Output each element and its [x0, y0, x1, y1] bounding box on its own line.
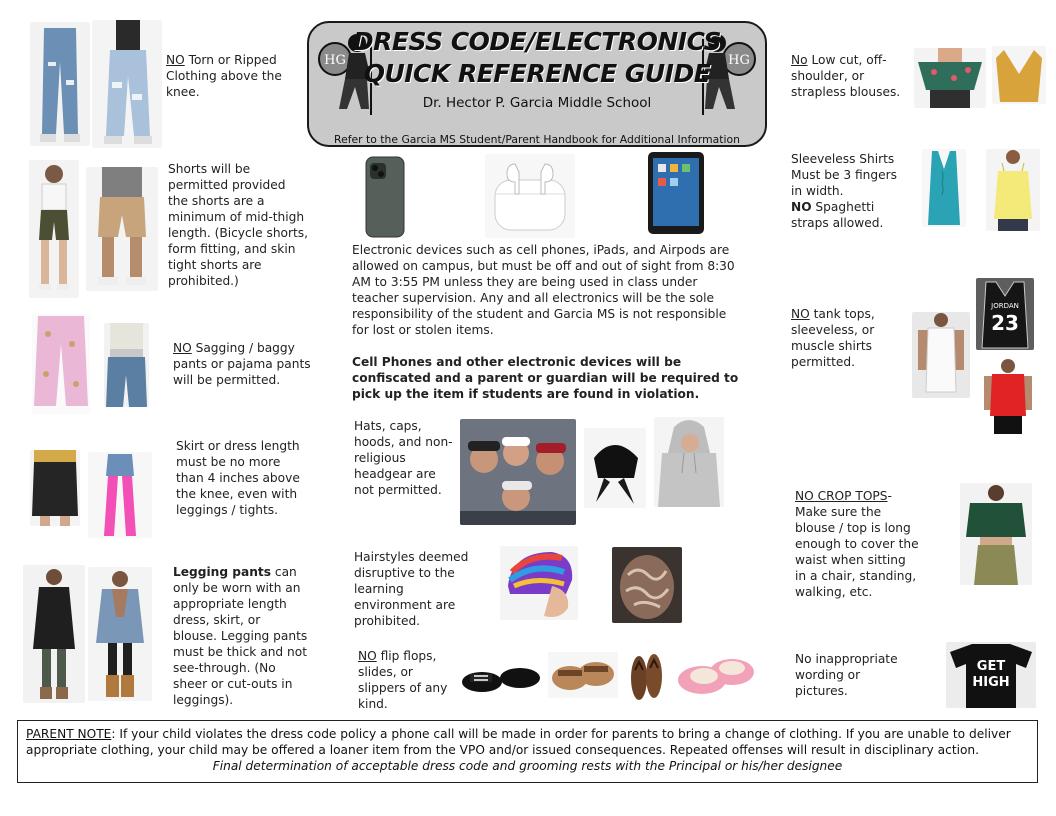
pajama-pants-photo	[32, 314, 90, 414]
ripped-rule-text: NO Torn or Ripped Clothing above the knee.	[166, 53, 282, 99]
teal-tank-photo	[922, 149, 966, 227]
rainbow-hair-photo	[500, 546, 578, 620]
headgear-rule-text: Hats, caps, hoods, and non-religious headgear are not permitted.	[354, 419, 453, 497]
handbook-reference: Refer to the Garcia MS Student/Parent Handbook for Additional Information	[334, 133, 740, 146]
off-shoulder-blouse-photo	[914, 48, 986, 108]
legging-dress-photo	[23, 565, 85, 703]
crop-top-rule-text: NO CROP TOPS- Make sure the blouse / top is long enough to cover the waist when sitting in a chair, standing, walking, etc.	[795, 489, 919, 599]
durag-photo	[584, 428, 646, 508]
hairstyle-rule-text: Hairstyles deemed disruptive to the learning environment are prohibited.	[354, 550, 469, 628]
black-skirt-photo	[30, 450, 80, 526]
parent-note-box	[17, 720, 1038, 783]
final-determination-text: Final determination of acceptable dress code and grooming rests with the Principal or his/her designee	[212, 759, 843, 773]
ripped-jeans-photo-2	[92, 20, 162, 148]
strapless-top-photo	[992, 46, 1046, 104]
svg-text:JORDAN: JORDAN	[991, 302, 1019, 310]
sagging-pants-photo	[104, 323, 149, 407]
electronics-policy-text: Electronic devices such as cell phones, iPads, and Airpods are allowed on campus, but must be off and out of sight from 8:30 AM to 3:55 PM unless they are being used in class under teacher supervision. Any and all electronics will be the sole responsibility of the student and Garcia MS is not responsible for lost or stolen items.	[352, 243, 735, 337]
crop-top-photo	[960, 483, 1032, 585]
inappropriate-shirt-photo	[946, 642, 1036, 708]
red-muscle-shirt-photo	[982, 358, 1034, 434]
flip-flops-photo	[627, 648, 665, 704]
skirt-rule-text: Skirt or dress length must be no more than 4 inches above the knee, even with leggings / tights.	[176, 439, 300, 517]
footwear-rule-text: NO flip flops, slides, or slippers of any kind.	[358, 649, 448, 711]
school-name: Dr. Hector P. Garcia Middle School	[422, 95, 652, 111]
sagging-rule-text: NO Sagging / baggy pants or pajama pants will be permitted.	[173, 341, 311, 387]
confiscation-policy-text: Cell Phones and other electronic devices will be confiscated and a parent or guardian will be required to pick up the item if students are found in violation.	[352, 355, 739, 401]
svg-text:GET: GET	[976, 659, 1006, 674]
svg-text:23: 23	[991, 311, 1019, 335]
tank-top-rule-text: NO tank tops, sleeveless, or muscle shirts permitted.	[791, 307, 875, 369]
wording-rule-text: No inappropriate wording or pictures.	[795, 652, 898, 698]
shaved-design-hair-photo	[612, 547, 682, 623]
title-line-2: QUICK REFERENCE GUIDE	[363, 59, 711, 88]
white-tank-photo	[912, 312, 970, 398]
shorts-photo-1	[29, 160, 79, 298]
svg-text:HG: HG	[728, 53, 750, 68]
legging-rule-text: Legging pants can only be worn with an appropriate length dress, skirt, or blouse. Legging pants must be thick and not see-through. (No sheer or cut-outs in leggings).	[173, 565, 308, 707]
title-line-1: DRESS CODE/ELECTRONICS	[352, 27, 722, 56]
ripped-jeans-photo-1	[30, 22, 90, 146]
slides-photo	[460, 656, 542, 698]
svg-text:HG: HG	[324, 53, 346, 68]
airpods-photo	[485, 154, 575, 238]
shorts-photo-2	[86, 167, 158, 291]
sandals-photo	[548, 652, 618, 698]
header-banner	[307, 21, 767, 147]
parent-note-text: PARENT NOTE: If your child violates the dress code policy a phone call will be made in order for parents to bring a change of clothing. If you are unable to deliver appropriate clothing, your child may be offered a loaner item from the VPO and/or issued consequences. Repeated offenses will result in disciplinary action.	[26, 727, 1011, 757]
caps-group-photo	[460, 419, 576, 525]
svg-text:HIGH: HIGH	[972, 675, 1010, 690]
hoodie-photo	[654, 417, 724, 507]
lowcut-rule-text: No Low cut, off-shoulder, or strapless blouses.	[791, 53, 901, 99]
sleeveless-rule-text: Sleeveless Shirts Must be 3 fingers in width. NO Spaghetti straps allowed.	[791, 152, 897, 230]
basketball-jersey-photo	[976, 278, 1034, 350]
spaghetti-strap-top-photo	[986, 149, 1040, 231]
iphone-photo	[362, 155, 408, 239]
shorts-rule-text: Shorts will be permitted provided the shorts are a minimum of mid-thigh length. (Bicycle shorts, form fitting, and skin tight shorts are prohibited.)	[168, 162, 309, 288]
denim-skirt-leggings-photo	[88, 452, 152, 538]
legging-cardigan-photo	[88, 567, 152, 701]
slippers-photo	[674, 646, 758, 700]
ipad-photo	[646, 150, 706, 236]
